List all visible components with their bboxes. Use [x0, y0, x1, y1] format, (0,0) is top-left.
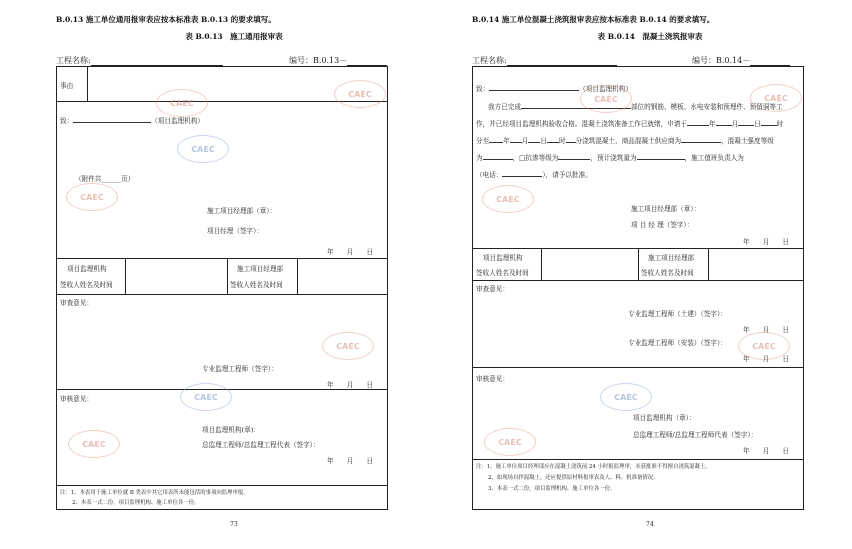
caec-watermark: CAEC: [322, 332, 374, 360]
section-heading: B.0.13 施工单位通用报审表应按本标准表 B.0.13 的要求填写。: [56, 15, 276, 24]
form-number-field[interactable]: [692, 55, 790, 66]
caec-watermark: CAEC: [334, 80, 386, 108]
attachment-line: （附件共______页）: [75, 175, 135, 183]
to-line: 致： （项目监理机构）: [60, 117, 204, 125]
civil-engineer-signature: 专业监理工程师（土建）（签字）：: [628, 310, 727, 318]
body-line-2: 作，并已经项目监理机构验收合格。混凝土浇筑准备工作已就绪，申请于 年 月 日 时: [476, 120, 784, 128]
recv-org-1: 项目监理机构: [67, 265, 107, 273]
page-number: 74: [646, 521, 654, 528]
audit-label: 审核意见：: [476, 375, 509, 383]
date-1: 年 月 日: [743, 238, 790, 246]
recv-org-2: 签收人姓名及时间: [60, 281, 113, 289]
caec-watermark: CAEC: [580, 85, 632, 113]
body-line-5: （电话： ），请予以批准。: [476, 171, 592, 179]
date-3: 年 月 日: [743, 355, 790, 363]
recv-org-2: 签收人姓名及时间: [476, 269, 529, 277]
review-label: 审查意见：: [60, 299, 93, 307]
date-1: 年 月 日: [327, 248, 374, 256]
caec-watermark: CAEC: [156, 89, 208, 117]
chief-signature: 总监理工程师/总监理工程代表（签字）：: [202, 441, 320, 449]
project-label: 工程名称:: [472, 56, 507, 65]
install-engineer-signature: 专业监理工程师（安装）（签字）：: [628, 339, 727, 347]
project-name-field[interactable]: [56, 55, 223, 66]
body-line-3: 分至 年 月 日 时 分浇筑混凝土，商品混凝土供应商为 ，混凝土强度等级: [476, 137, 774, 145]
recv-con-2: 签收人姓名及时间: [230, 281, 283, 289]
caec-watermark: CAEC: [177, 135, 229, 163]
page-number: 73: [230, 521, 238, 528]
body-line-1: 我方已完成 部位的钢筋、模板、水电安装和预埋件、预留洞等工: [488, 103, 783, 111]
date-2: 年 月 日: [743, 326, 790, 334]
review-label: 审查意见：: [476, 285, 509, 293]
number-label: 编号：B.0.14－: [692, 56, 751, 65]
caec-watermark: CAEC: [180, 383, 232, 411]
org-seal: 项目监理机构（章）：: [633, 414, 696, 422]
form-number-field[interactable]: [289, 55, 387, 66]
date-4: 年 月 日: [743, 447, 790, 455]
note-2: 2、本表一式二份，项目监理机构、施工单位各一份。: [72, 500, 200, 506]
org-seal: 项目监理机构(章)：: [202, 426, 260, 434]
caec-watermark: CAEC: [600, 383, 652, 411]
subject-label: 事由: [60, 82, 74, 90]
project-name-field[interactable]: [472, 55, 617, 66]
note-2: 2、如现场自拌混凝土，还应提供原材料报审表及人、料、机准备情况。: [488, 475, 659, 481]
recv-org-1: 项目监理机构: [483, 254, 523, 262]
pm-signature: 项 目 经 理（签字）：: [631, 221, 694, 229]
chief-signature: 总监理工程师/总监理工程师代表（签字）：: [633, 431, 758, 439]
project-label: 工程名称:: [56, 56, 91, 65]
recv-con-1: 施工项目经理部: [648, 254, 695, 262]
note-1: 注：1、本表用于施工单位就 B 类表中其它用表所未能包括的事项向监理申报。: [60, 490, 249, 496]
note-1: 注：1、施工单位项目经理部应在混凝土浇筑前 24 小时报监理审，未获批准不得擅自浇筑混凝土。: [476, 464, 711, 470]
recv-con-2: 签收人姓名及时间: [641, 269, 694, 277]
caec-watermark: CAEC: [66, 183, 118, 211]
to-line: 致： （项目监理机构）: [476, 85, 632, 93]
page-73: [44, 0, 424, 549]
table-title: 表 B.0.13 施工通用报审表: [185, 32, 283, 41]
engineer-signature: 专业监理工程师（签字）：: [202, 365, 278, 373]
pm-signature: 项目经理（签字）：: [207, 227, 264, 235]
number-label: 编号：B.0.13－: [289, 56, 348, 65]
recv-con-1: 施工项目经理部: [237, 265, 284, 273]
caec-watermark: CAEC: [750, 84, 802, 112]
date-2: 年 月 日: [327, 381, 374, 389]
audit-label: 审核意见：: [60, 395, 93, 403]
caec-watermark: CAEC: [482, 185, 534, 213]
page-74: [460, 0, 840, 549]
caec-watermark: CAEC: [738, 332, 790, 360]
note-3: 3、本表一式二份，项目监理机构、施工单位各一份。: [488, 486, 616, 492]
body-line-4: 为 ，□抗渗等级为 ，预计浇筑量为 ，施工值班负责人为: [476, 154, 744, 162]
contractor-dept: 施工项目经理部（章）：: [207, 207, 277, 215]
table-title: 表 B.0.14 混凝土浇筑报审表: [597, 32, 703, 41]
caec-watermark: CAEC: [484, 428, 536, 456]
contractor-dept: 施工项目经理部（章）：: [631, 205, 701, 213]
section-heading: B.0.14 施工单位混凝土浇筑报审表应按本标准表 B.0.14 的要求填写。: [472, 15, 715, 24]
date-3: 年 月 日: [327, 457, 374, 465]
caec-watermark: CAEC: [68, 430, 120, 458]
